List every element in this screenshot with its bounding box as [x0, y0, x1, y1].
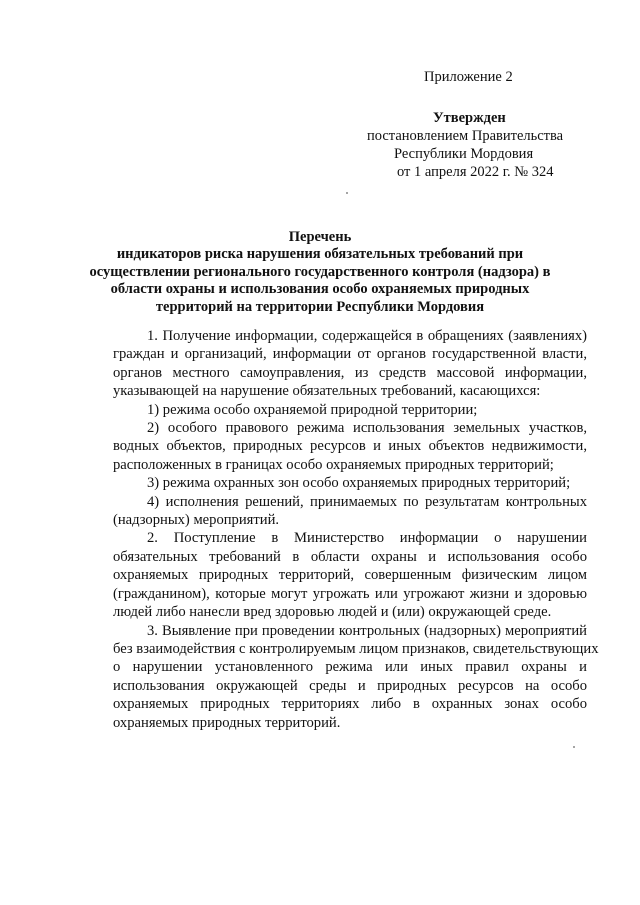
- text-line: охраняемых природных территорий.: [113, 714, 341, 731]
- approved-date-number: от 1 апреля 2022 г. № 324: [397, 164, 554, 180]
- text-line: 2. Поступление в Министерство информации о нарушении: [147, 530, 587, 547]
- text-line: 1. Получение информации, содержащейся в обращениях (заявлениях): [147, 328, 587, 344]
- list-item-2: [113, 419, 587, 474]
- text-line: 4) исполнения решений, принимаемых по результатам контрольных: [147, 493, 587, 510]
- text-line: (гражданином), которые могут угрожать или угрожают жизни и здоровью: [113, 585, 587, 602]
- list-item-1: [113, 401, 587, 419]
- paragraph-1: [113, 327, 587, 401]
- approved-label: Утвержден: [433, 110, 506, 126]
- approved-by-line-1: постановлением Правительства: [367, 128, 564, 144]
- text-line: людей либо нанесли вред здоровью людей и (или) окружающей среде.: [113, 604, 552, 621]
- text-line: охраняемых природных территориях либо в охранных зонах особо: [113, 696, 587, 713]
- scan-speck: [573, 746, 575, 748]
- title-line-2: индикаторов риска нарушения обязательных требований при: [116, 246, 524, 263]
- text-line: расположенных в границах особо охраняемых природных территорий;: [113, 456, 554, 473]
- title-line-5: территорий на территории Республики Мордовия: [155, 298, 485, 315]
- text-line: граждан и организаций, информации от органов государственной власти,: [113, 346, 587, 363]
- text-line: использования окружающей среды и природных ресурсов на особо: [113, 677, 587, 694]
- text-line: органов местного самоуправления, из средств массовой информации,: [113, 364, 587, 381]
- document-body: [113, 327, 599, 732]
- paragraph-3: [113, 622, 599, 732]
- text-line: охраняемых природных территорий, совершенным физическим лицом: [113, 567, 587, 584]
- text-line: 1) режима особо охраняемой природной территории;: [147, 401, 478, 418]
- paragraph-2: [113, 529, 587, 621]
- text-line: без взаимодействия с контролируемым лицом признаков, свидетельствующих: [113, 640, 599, 657]
- appendix-label: Приложение 2: [424, 69, 513, 85]
- title-line-1: Перечень: [288, 229, 352, 245]
- title-line-3: осуществлении регионального государственного контроля (надзора) в: [89, 263, 551, 280]
- text-line: (надзорных) мероприятий.: [113, 512, 280, 529]
- list-item-3: [113, 474, 587, 492]
- scan-speck: [346, 192, 348, 194]
- list-item-4: [113, 493, 587, 530]
- title-line-4: области охраны и использования особо охраняемых природных: [110, 281, 530, 298]
- text-line: 3. Выявление при проведении контрольных (надзорных) мероприятий: [147, 622, 587, 639]
- text-line: водных объектов, природных ресурсов и иных объектов недвижимости,: [113, 438, 587, 455]
- text-line: обязательных требований в области охраны и использования особо: [113, 548, 587, 565]
- text-line: 3) режима охранных зон особо охраняемых природных территорий;: [147, 475, 571, 492]
- text-line: указывающей на нарушение обязательных требований, касающихся:: [113, 383, 541, 400]
- approved-by-line-2: Республики Мордовия: [394, 146, 534, 162]
- document-title: [0, 229, 640, 316]
- text-line: о нарушении установленного режима или иных правил охраны и: [113, 659, 587, 676]
- text-line: 2) особого правового режима использования земельных участков,: [147, 420, 587, 437]
